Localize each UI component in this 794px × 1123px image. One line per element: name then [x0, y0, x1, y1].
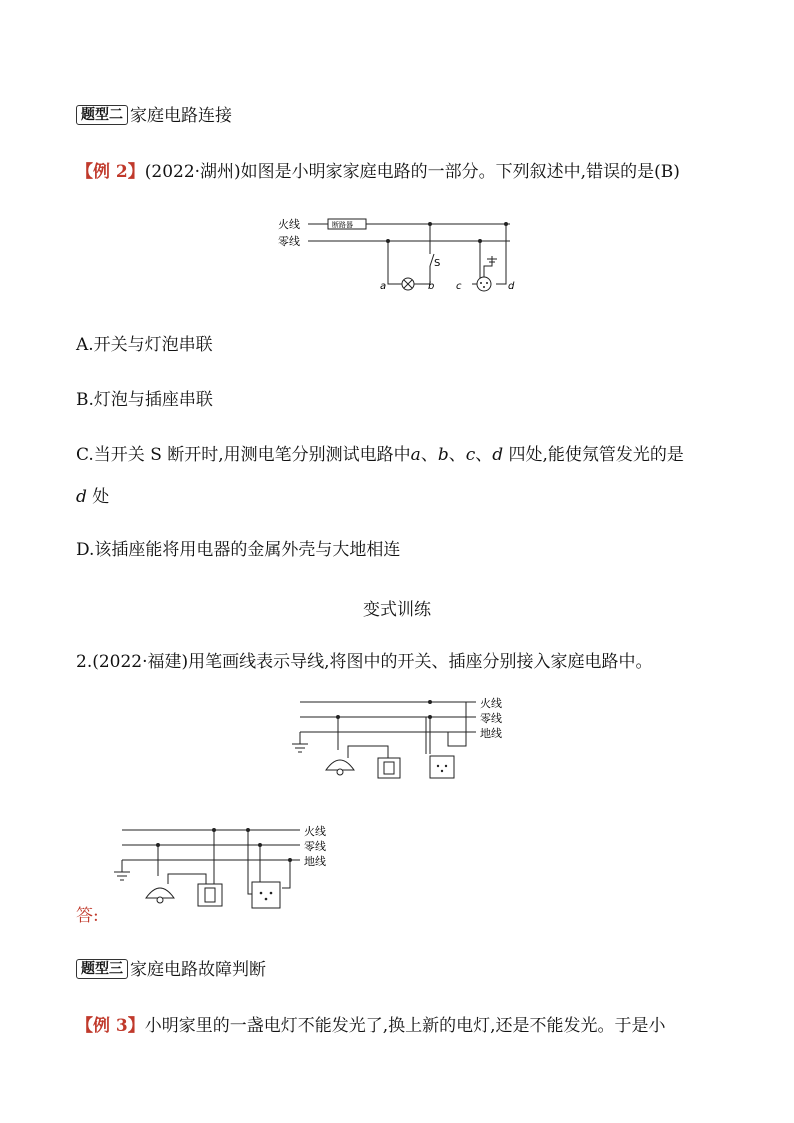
example-2-question: [76, 160, 680, 184]
example-text: (2022·湖州)如图是小明家家庭电路的一部分。下列叙述中,错误的是(B): [144, 162, 680, 182]
fire-wire-label: 火线: [480, 697, 502, 710]
section-title: 家庭电路连接: [130, 106, 232, 126]
var-a: a: [410, 445, 421, 465]
point-c-label: c: [456, 281, 462, 292]
circuit-diagram-example-2: [270, 212, 530, 296]
fire-wire-label: 火线: [304, 825, 326, 838]
section-heading-3: [76, 958, 266, 982]
option-a: A.开关与灯泡串联: [76, 335, 213, 355]
sep: 、: [448, 445, 466, 465]
option-d: D.该插座能将用电器的金属外壳与大地相连: [76, 540, 401, 560]
breaker-label: 断路器: [332, 221, 353, 229]
section-badge: 题型二: [76, 105, 128, 125]
socket-icon: [477, 277, 491, 291]
section-title: 家庭电路故障判断: [130, 960, 266, 980]
fire-wire-label: 火线: [278, 218, 300, 231]
answer-label: 答:: [76, 906, 99, 926]
zero-wire-label: 零线: [304, 840, 326, 853]
example-text: 小明家里的一盏电灯不能发光了,换上新的电灯,还是不能发光。于是小: [144, 1016, 666, 1036]
practice-question-2: 2.(2022·福建)用笔画线表示导线,将图中的开关、插座分别接入家庭电路中。: [76, 652, 653, 672]
socket-icon: [430, 756, 454, 778]
sep: 、: [475, 445, 493, 465]
circuit-diagram-answer: [110, 818, 350, 916]
example-tag: 【例 3】: [76, 1016, 145, 1036]
option-c-text: C.当开关 S 断开时,用测电笔分别测试电路中: [76, 445, 411, 465]
point-b-label: b: [428, 281, 435, 292]
zero-wire-label: 零线: [278, 235, 300, 248]
option-b: B.灯泡与插座串联: [76, 390, 213, 410]
ground-wire-label: 地线: [304, 855, 326, 868]
point-a-label: a: [380, 281, 387, 292]
sep: 、: [420, 445, 438, 465]
option-c-continued: [76, 485, 109, 509]
option-c: [76, 443, 684, 467]
var-d: d: [492, 445, 504, 465]
circuit-diagram-question: [288, 694, 518, 788]
example-3-question: [76, 1014, 666, 1038]
zero-wire-label: 零线: [480, 712, 502, 725]
var-c: c: [465, 445, 476, 465]
switch-label: S: [434, 258, 441, 269]
example-tag: 【例 2】: [76, 162, 145, 182]
option-c-text-2: 四处,能使氖管发光的是: [503, 445, 684, 465]
section-heading-2: [76, 104, 232, 128]
socket-icon: [252, 882, 280, 908]
point-d-label: d: [508, 281, 515, 292]
section-badge: 题型三: [76, 959, 128, 979]
ground-wire-label: 地线: [480, 727, 502, 740]
option-c-end: 处: [86, 487, 110, 507]
practice-title: 变式训练: [363, 600, 431, 620]
var-d: d: [76, 487, 87, 507]
var-b: b: [437, 445, 449, 465]
